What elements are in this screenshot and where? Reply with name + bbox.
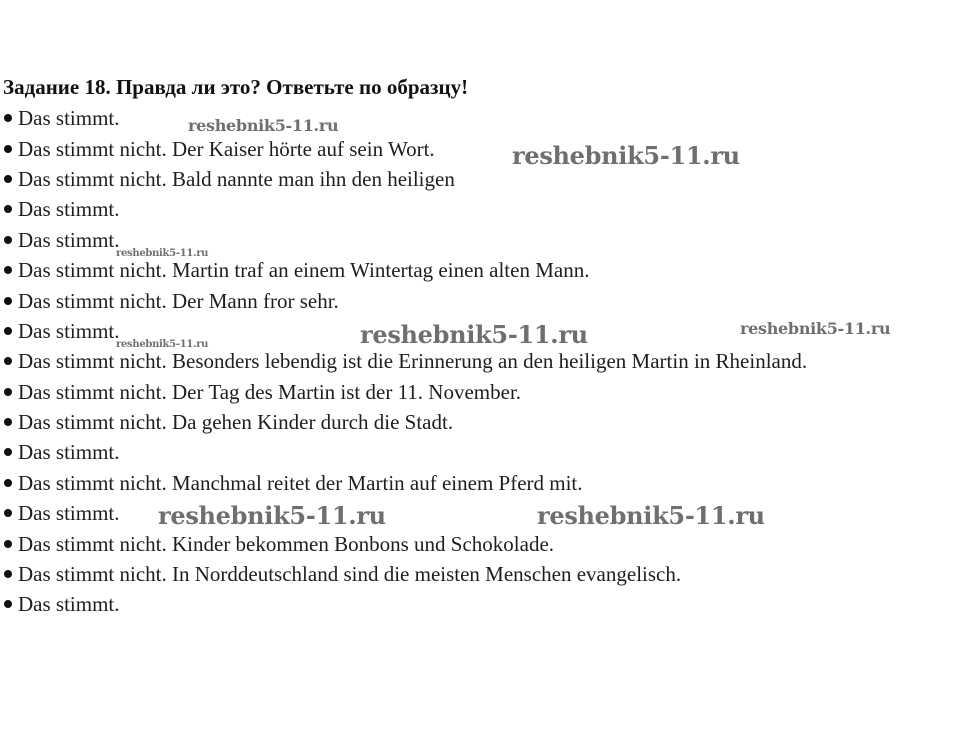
answer-item — [0, 164, 807, 194]
answer-list — [0, 103, 807, 620]
bullet-icon — [4, 327, 12, 335]
bullet-icon — [4, 448, 12, 456]
bullet-icon — [4, 175, 12, 183]
answer-item — [0, 225, 807, 255]
answer-text: Das stimmt nicht. Der Mann fror sehr. — [18, 288, 339, 313]
watermark: reshebnik5-11.ru — [512, 141, 740, 170]
bullet-icon — [4, 266, 12, 274]
answer-item — [0, 468, 807, 498]
watermark: reshebnik5-11.ru — [116, 248, 209, 259]
answer-item — [0, 377, 807, 407]
answer-text: Das stimmt. — [18, 592, 120, 617]
answer-text: Das stimmt nicht. Bald nannte man ihn den heiligen — [18, 166, 455, 191]
answer-item — [0, 559, 807, 589]
answer-text: Das stimmt. — [18, 440, 120, 465]
answer-text: Das stimmt nicht. Manchmal reitet der Martin auf einem Pferd mit. — [18, 470, 583, 495]
answer-text: Das stimmt nicht. Kinder bekommen Bonbons und Schokolade. — [18, 531, 555, 556]
answer-text: Das stimmt. — [18, 318, 120, 343]
bullet-icon — [4, 357, 12, 365]
answer-item — [0, 589, 807, 619]
task-title: Задание 18. Правда ли это? Ответьте по образцу! — [3, 75, 469, 99]
watermark: reshebnik5-11.ru — [360, 320, 588, 349]
answer-item — [0, 194, 807, 224]
answer-item — [0, 255, 807, 285]
answer-item — [0, 437, 807, 467]
answer-text: Das stimmt. — [18, 106, 120, 131]
answer-text: Das stimmt. — [18, 197, 120, 222]
answer-text: Das stimmt nicht. Der Tag des Martin ist der 11. November. — [18, 379, 522, 404]
answer-text: Das stimmt nicht. Da gehen Kinder durch die Stadt. — [18, 410, 454, 435]
answer-item — [0, 346, 807, 376]
watermark: reshebnik5-11.ru — [740, 319, 891, 338]
bullet-icon — [4, 540, 12, 548]
watermark: reshebnik5-11.ru — [116, 339, 209, 350]
watermark: reshebnik5-11.ru — [537, 501, 765, 530]
bullet-icon — [4, 145, 12, 153]
bullet-icon — [4, 388, 12, 396]
bullet-icon — [4, 479, 12, 487]
answer-item — [0, 407, 807, 437]
answer-item — [0, 133, 807, 163]
bullet-icon — [4, 570, 12, 578]
answer-text: Das stimmt nicht. In Norddeutschland sind die meisten Menschen evangelisch. — [18, 562, 682, 587]
bullet-icon — [4, 297, 12, 305]
answer-text: Das stimmt. — [18, 227, 120, 252]
answer-text: Das stimmt. — [18, 501, 120, 526]
answer-item — [0, 285, 807, 315]
answer-item — [0, 498, 807, 528]
bullet-icon — [4, 205, 12, 213]
watermark: reshebnik5-11.ru — [158, 501, 386, 530]
answer-item — [0, 103, 807, 133]
bullet-icon — [4, 236, 12, 244]
answer-text: Das stimmt nicht. Martin traf an einem Wintertag einen alten Mann. — [18, 258, 590, 283]
answer-item — [0, 316, 807, 346]
bullet-icon — [4, 600, 12, 608]
answer-text: Das stimmt nicht. Der Kaiser hörte auf sein Wort. — [18, 136, 435, 161]
watermark: reshebnik5-11.ru — [188, 116, 339, 135]
bullet-icon — [4, 418, 12, 426]
answer-item — [0, 528, 807, 558]
answer-text: Das stimmt nicht. Besonders lebendig ist die Erinnerung an den heiligen Martin in Rheinland. — [18, 349, 808, 374]
bullet-icon — [4, 114, 12, 122]
bullet-icon — [4, 509, 12, 517]
